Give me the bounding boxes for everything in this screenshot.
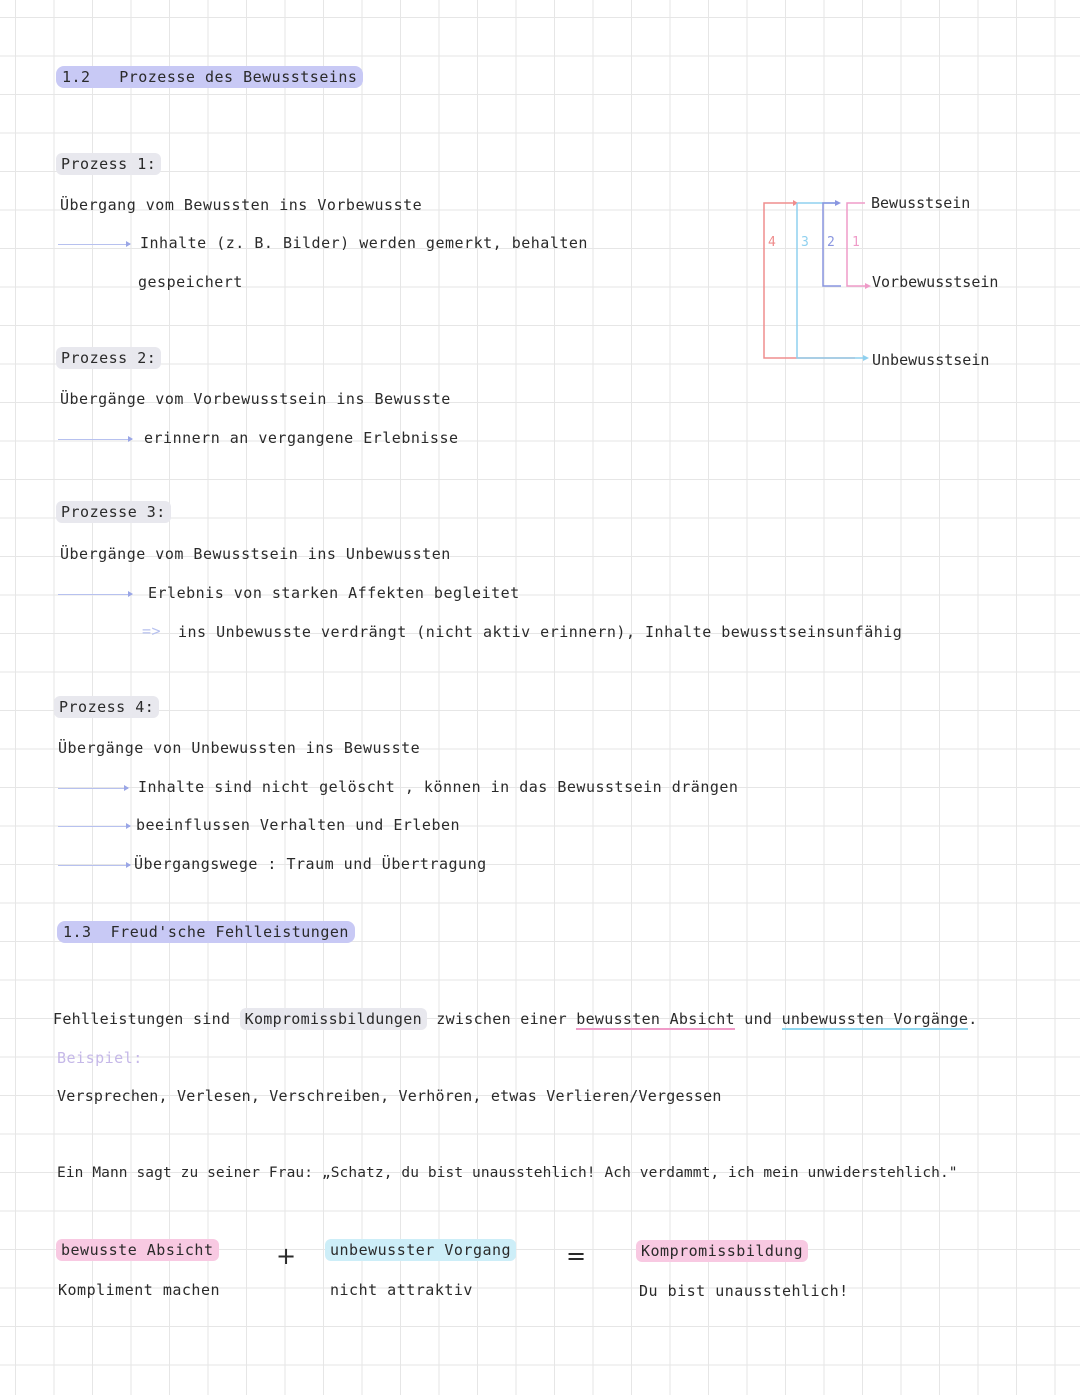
equation-term-1-title: bewusste Absicht xyxy=(56,1239,219,1261)
arrow-icon xyxy=(58,788,128,789)
equation-term-2-title: unbewusster Vorgang xyxy=(325,1239,516,1261)
definition-highlight: Kompromissbildungen xyxy=(240,1008,427,1030)
process-1-line-2: gespeichert xyxy=(138,273,243,291)
process-2-label: Prozess 2: xyxy=(56,347,161,369)
arrow-icon xyxy=(58,826,130,827)
arrow-head-icon xyxy=(865,283,871,289)
section-1-2-heading xyxy=(56,66,363,88)
process-1-line-1: Inhalte (z. B. Bilder) werden gemerkt, behalten xyxy=(140,234,588,252)
equation-term-3-value: Du bist unausstehlich! xyxy=(639,1282,849,1300)
process-4-heading: Übergänge von Unbewussten ins Bewusste xyxy=(58,739,421,757)
process-3-label: Prozesse 3: xyxy=(56,501,171,523)
definition-underline-1: bewussten Absicht xyxy=(576,1010,735,1028)
process-1-label: Prozess 1: xyxy=(56,153,161,175)
definition-part-2: zwischen einer xyxy=(436,1010,567,1028)
section-title: Prozesse des Bewusstseins xyxy=(119,68,358,86)
process-4-line-1: Inhalte sind nicht gelöscht , können in das Bewusstsein drängen xyxy=(138,778,739,796)
consciousness-levels-diagram xyxy=(755,185,1025,375)
definition-part-3: und xyxy=(744,1010,773,1028)
process-1-heading: Übergang vom Bewussten ins Vorbewusste xyxy=(60,196,423,214)
process-2-heading: Übergänge vom Vorbewusstsein ins Bewusste xyxy=(60,390,451,408)
definition-line xyxy=(53,1010,978,1028)
process-4-arrow xyxy=(764,203,855,358)
process-3-line-1: Erlebnis von starken Affekten begleitet xyxy=(148,584,520,602)
level-unbewusstsein: Unbewusstsein xyxy=(872,351,990,369)
process-3-heading: Übergänge vom Bewusstsein ins Unbewussten xyxy=(60,545,451,563)
equation-term-1-value: Kompliment machen xyxy=(58,1281,221,1299)
process-4-line-2: beeinflussen Verhalten und Erleben xyxy=(136,816,461,834)
section-title: Freud'sche Fehlleistungen xyxy=(110,923,349,941)
diagram-number-3: 3 xyxy=(801,235,809,250)
definition-part-1: Fehlleistungen sind xyxy=(53,1010,231,1028)
example-quote: Ein Mann sagt zu seiner Frau: „Schatz, du bist unausstehlich! Ach verdammt, ich mein unwiderstehlich." xyxy=(57,1165,958,1181)
equals-sign: = xyxy=(566,1242,587,1270)
example-text: Versprechen, Verlesen, Verschreiben, Verhören, etwas Verlieren/Vergessen xyxy=(57,1087,722,1105)
arrow-icon xyxy=(58,865,130,866)
diagram-number-1: 1 xyxy=(852,235,860,250)
arrow-head-icon xyxy=(835,200,841,206)
example-label: Beispiel: xyxy=(57,1049,143,1067)
arrow-icon xyxy=(58,439,132,440)
section-number: 1.2 xyxy=(62,68,91,86)
section-number: 1.3 xyxy=(63,923,92,941)
arrow-icon xyxy=(58,594,132,595)
level-bewusstsein: Bewusstsein xyxy=(871,194,971,212)
diagram-number-4: 4 xyxy=(768,235,776,250)
level-vorbewusstsein: Vorbewusstsein xyxy=(872,273,999,291)
process-4-label: Prozess 4: xyxy=(54,696,159,718)
plus-sign: + xyxy=(276,1242,297,1270)
implication-arrow-icon: => xyxy=(142,622,162,640)
equation-term-2-value: nicht attraktiv xyxy=(330,1281,473,1299)
arrow-head-icon xyxy=(863,355,869,361)
process-4-line-3: Übergangswege : Traum und Übertragung xyxy=(134,855,487,873)
diagram-number-2: 2 xyxy=(827,235,835,250)
section-1-3-heading xyxy=(57,921,355,943)
process-2-line-1: erinnern an vergangene Erlebnisse xyxy=(144,429,459,447)
definition-underline-2: unbewussten Vorgänge xyxy=(781,1010,969,1028)
process-3-arrow xyxy=(797,203,863,358)
arrow-icon xyxy=(58,244,130,245)
definition-end: . xyxy=(968,1010,978,1028)
process-3-implication: ins Unbewusste verdrängt (nicht aktiv erinnern), Inhalte bewusstseinsunfähig xyxy=(178,623,903,641)
equation-term-3-title: Kompromissbildung xyxy=(636,1240,808,1262)
